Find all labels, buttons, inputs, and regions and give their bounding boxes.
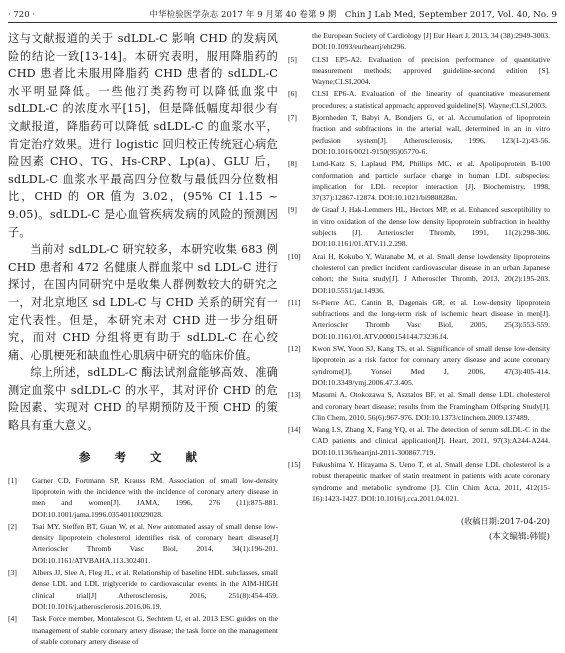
editor-note: (本文编辑:韩锟) — [488, 532, 550, 543]
reference-item — [288, 424, 550, 458]
body-paragraph-1: 这与文献报道的关于 sdLDL-C 影响 CHD 的发病风险的结论一致[13-14]。本研究表明，服用降脂药的 CHD 患者比未服用降脂药 CHD 患者的 sdLDL-C 水平明显降低。一些他汀类药物可以降低血浆中 sdLDL-C 的浓度水平[15]，但是降低幅度却很少有文献报道，降脂药可以降低 sdLDL-C 的血浆水平，肯定治疗效果。进行 logistic 回归校正传统冠心病危险因素 CHO、TG、Hs-CRP、Lp(a)、GLU 后，sdLDL-C 血浆水平最高四分位数与最低四分位数相比，CHD 的 OR 值为 3.02，(95% CI 1.15 ~ 9.05)。sdLDL-C 是心血管疾病发病的风险的预测因子。 — [8, 32, 278, 239]
reference-item — [288, 54, 550, 88]
reference-number: [3] — [8, 568, 17, 578]
reference-text: CLSI EP6-A. Evaluation of the linearity of quantitative measurement procedures; a statistical approach; approved guideline[S]. Wayne;CLSI,2003. — [312, 89, 550, 110]
reference-text: de Graaf J, Hak-Lemmers HL, Hectors MP, et al. Enhanced susceptibility to in vitro oxidation of the dense low density lipoprotein subfraction in healthy subjects [J]. Arterioscler Thromb, 1991, 11(2):298-306. DOI:10.1161/01.ATV.11.2.298. — [312, 205, 550, 249]
reference-item — [288, 158, 550, 203]
reference-number: [10] — [288, 251, 301, 261]
references-heading: 参 考 文 献 — [78, 449, 207, 464]
body-paragraph-3: 综上所述，sdLDL-C 酶法试剂盒能够高效、准确测定血浆中 sdLDL-C 的水平，其对评价 CHD 的危险因素、实现对 CHD 的早期预防及干预 CHD 的策略具有重大意义。 — [8, 366, 278, 433]
reference-number: [11] — [288, 297, 301, 307]
reference-item — [288, 112, 550, 157]
reference-number: [2] — [8, 521, 17, 531]
reference-text: Bjornheden T, Babyi A, Bondjers G, et al. Accumulation of lipoprotein fraction and subfractions in the arterial wall, determined in an in vitro perfusion system[J]. Atherosclerosis, 1996, 123(1-2):43-56. DOI:10.1016/0021-9150(95)05770-6. — [312, 113, 550, 156]
reference-text: Garner CD, Fortmann SP, Krauss RM. Association of small low-density lipoprotein with the incidence with the incidence of coronary artery disease in men and women[J]. JAMA, 1996, 276 (11):875-881. DOI:10.1001/jama.1996.03540110029028. — [32, 475, 278, 519]
reference-text: Arai H, Kokubo Y, Watanabe M, et al. Small dense lowdensity lipoproteins cholesterol can predict incident cardiovascular disease in an urban Japanese cohort; the Suita study[J]. J Atheroscler Thromb, 2013, 20(2):195-203. DOI:10.5551/jat.14936. — [312, 251, 550, 295]
reference-number: [1] — [8, 475, 17, 485]
reference-text: Wang LS, Zhang X, Fang YQ, et al. The detection of serum sdLDL-C in the CAD patients and clinical application[J]. Heart, 2011, 97(3):A244-A244. DOI:10.1136/heartjnl-2011-300867.719. — [312, 425, 550, 457]
reference-text: Fukushima Y, Hirayama S, Ueno T, et al. Small dense LDL cholesterol is a robust therapeutic marker of statin treatment in patients with acute coronary syndrome and metabolic syndrome [J]. Clin Chim Acta, 2011, 412(15-16):1423-1427. DOI:10.1016/j.cca.2011.04.021. — [312, 459, 550, 503]
body-paragraph-2: 当前对 sdLDL-C 研究较多，本研究收集 683 例 CHD 患者和 472 名健康人群血浆中 sd LDL-C 进行探讨，在国内同研究中是收集人群例数较大的研究之一，对北京地区 sd LDL-C 与 CHD 关系的研究有一定代表性。但是，本研究未对 CHD 进一步分组研究，而对 CHD 分组将更有助于 sdLDL-C 在心绞痛、心肌梗死和缺血性心肌病中研究的临床价值。 — [8, 243, 278, 362]
reference-number: [14] — [288, 425, 301, 435]
reference-text: Masumi A, Otokozawa S, Asztalos BF, et al. Small dense LDL cholesterol and coronary heart disease; results from the Framingham Offspring Study[J]. Clin Chem, 2010, 56(6):967-976. DOI:10.1373/clinchem.2009.137489. — [312, 390, 550, 422]
reference-item — [8, 613, 278, 647]
received-date: (收稿日期:2017-04-20) — [460, 516, 550, 527]
reference-text: St-Pierre AC, Cantin B, Dagenais GR, et al. Low-density lipoprotein subfractions and the long-term risk of ischemic heart disease in men[J]. Arterioscler Thromb Vasc Biol, 2005, 25(3):553-559. DOI:10.1161/01.ATV.0000154144.73236.f4. — [312, 297, 550, 341]
reference-number: [15] — [288, 459, 301, 469]
reference-item — [8, 521, 278, 566]
references-list-right — [288, 54, 550, 505]
reference-item — [288, 251, 550, 296]
reference-item — [288, 459, 550, 504]
two-column-body — [8, 30, 557, 648]
reference-text: Task Force member, Montalescot G, Sechtem U, et al. 2013 ESC guides on the management of stable coronary artery disease; the task force on the management of stable coronary artery disease of — [32, 614, 278, 646]
journal-citation: 中华检验医学杂志 2017 年 9 月第 40 卷第 9 期 Chin J Lab Med, September 2017, Vol. 40, No. 9 — [149, 10, 557, 20]
reference-item — [288, 389, 550, 423]
reference-number: [5] — [288, 54, 297, 64]
reference-item — [288, 343, 550, 388]
reference-number: [7] — [288, 113, 297, 123]
reference-text: CLSI EP5-A2. Evaluation of precision performance of quantitative measurement methods; approved guideline-second edition [S]. Wayne;CLSI,2004. — [312, 54, 550, 87]
reference-item — [288, 88, 550, 111]
reference-number: [6] — [288, 89, 297, 99]
reference-text: Tsai MY, Steffen BT, Guan W, et al. New automated assay of small dense low-density lipoprotein cholesterol identifies risk of coronary heart disease[J] Arterioscler Thromb Vasc Biol, 2014, 34(1):196-201. DOI:10.1161/ATVBAHA.113.302401. — [32, 521, 278, 565]
page-number: · 720 · — [8, 10, 36, 20]
reference-continuation — [288, 30, 550, 53]
reference-number: [4] — [8, 614, 17, 624]
reference-item — [288, 204, 550, 249]
running-header — [8, 4, 557, 23]
reference-number: [9] — [288, 205, 297, 215]
reference-number: [13] — [288, 390, 301, 400]
reference-text: the European Society of Cardiology [J] Eur Heart J, 2013, 34 (38):2949-3003. DOI:10.1093/eurheartj/eht296. — [312, 31, 550, 52]
right-column — [288, 30, 550, 648]
references-list-left — [8, 475, 278, 647]
reference-text: Albers JJ, Slee A, Fleg JL, et al. Relationship of baseline HDL subclasses, small dense LDL and LDL triglyceride to cardiovascular events in the AIM-HIGH clinical trial[J] Atherosclerosis, 2016, 251(8):454-459. DOI:10.1016/j.atherosclerosis.2016.06.19. — [32, 568, 278, 611]
reference-number: [12] — [288, 344, 301, 354]
reference-item — [8, 475, 278, 520]
left-column — [8, 30, 278, 648]
reference-text: Lund-Katz S, Laplaud PM, Phillips MC, et al. Apolipoprotein B-100 conformation and particle surface charge in human LDL subspecies: implication for LDL receptor interaction [J]. Biochemistry, 1998, 37(37):12867-12874. DOI:10.1021/bi980828m. — [312, 159, 550, 203]
reference-item — [288, 297, 550, 342]
reference-text: Kwon SW, Yoon SJ, Kang TS, et al. Significance of small dense low-density lipoprotein as a risk factor for coronary artery disease and acute coronary syndrome[J]. Yonsei Med J, 2006, 47(3):405-414. DOI:10.3349/ymj.2006.47.3.405. — [312, 344, 550, 387]
reference-number: [8] — [288, 159, 297, 169]
reference-item — [8, 567, 278, 612]
